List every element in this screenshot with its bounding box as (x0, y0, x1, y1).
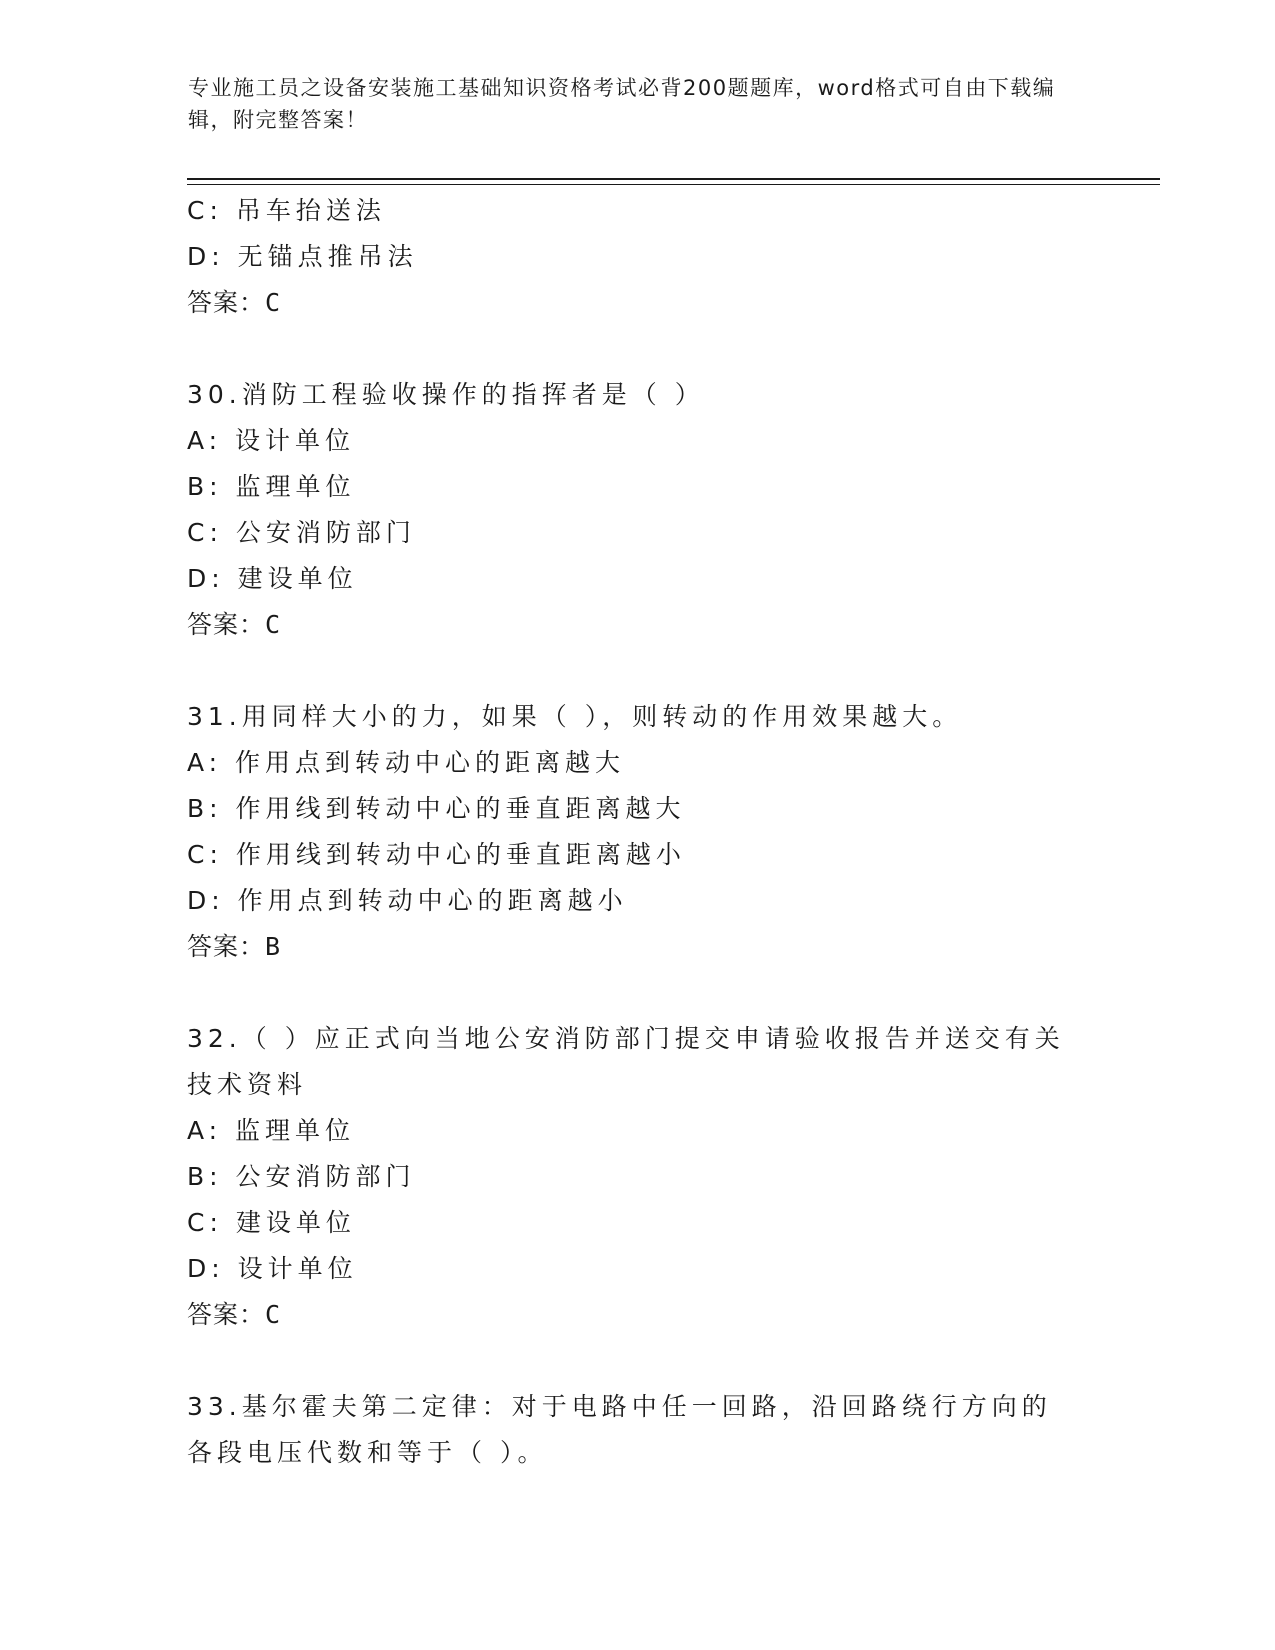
answer-value: C (265, 1300, 282, 1329)
answer-line (187, 280, 1087, 326)
option-d: D: 无锚点推吊法 (187, 242, 418, 271)
spacer (187, 326, 1087, 372)
answer-label: 答案： (187, 610, 266, 639)
question-31 (187, 694, 1087, 970)
question-stem: 32.（ ）应正式向当地公安消防部门提交申请验收报告并送交有关技术资料 (187, 1024, 1065, 1099)
option-a: A: 设计单位 (187, 426, 356, 455)
document-header: 专业施工员之设备安装施工基础知识资格考试必背200题题库，word格式可自由下载编辑，附完整答案！ (188, 76, 1056, 132)
question-33 (187, 1384, 1087, 1476)
question-list (187, 188, 1087, 1476)
answer-label: 答案： (187, 932, 266, 961)
answer-label: 答案： (187, 1300, 266, 1329)
option-a: A: 监理单位 (187, 1116, 356, 1145)
answer-value: C (265, 610, 282, 639)
option-c: C: 建设单位 (187, 1208, 356, 1237)
spacer (187, 648, 1087, 694)
answer-line (187, 1292, 1087, 1338)
spacer (187, 1338, 1087, 1384)
option-c: C: 公安消防部门 (187, 518, 416, 547)
question-stem: 31.用同样大小的力，如果（ ），则转动的作用效果越大。 (187, 702, 963, 731)
option-d: D: 作用点到转动中心的距离越小 (187, 886, 628, 915)
question-29-continuation (187, 188, 1087, 326)
question-stem: 33.基尔霍夫第二定律：对于电路中任一回路，沿回路绕行方向的各段电压代数和等于（ ）。 (187, 1392, 1052, 1467)
option-b: B: 作用线到转动中心的垂直距离越大 (187, 794, 686, 823)
header-divider-thin (187, 184, 1160, 185)
option-c: C: 吊车抬送法 (187, 196, 386, 225)
question-32 (187, 1016, 1087, 1338)
option-b: B: 公安消防部门 (187, 1162, 416, 1191)
answer-value: B (265, 932, 282, 961)
option-c: C: 作用线到转动中心的垂直距离越小 (187, 840, 686, 869)
header-divider-thick (187, 178, 1160, 180)
answer-line (187, 602, 1087, 648)
option-b: B: 监理单位 (187, 472, 356, 501)
option-a: A: 作用点到转动中心的距离越大 (187, 748, 626, 777)
answer-label: 答案： (187, 288, 266, 317)
answer-value: C (265, 288, 282, 317)
answer-line (187, 924, 1087, 970)
question-30 (187, 372, 1087, 648)
option-d: D: 设计单位 (187, 1254, 358, 1283)
question-stem: 30.消防工程验收操作的指挥者是（ ） (187, 380, 705, 409)
spacer (187, 970, 1087, 1016)
option-d: D: 建设单位 (187, 564, 358, 593)
